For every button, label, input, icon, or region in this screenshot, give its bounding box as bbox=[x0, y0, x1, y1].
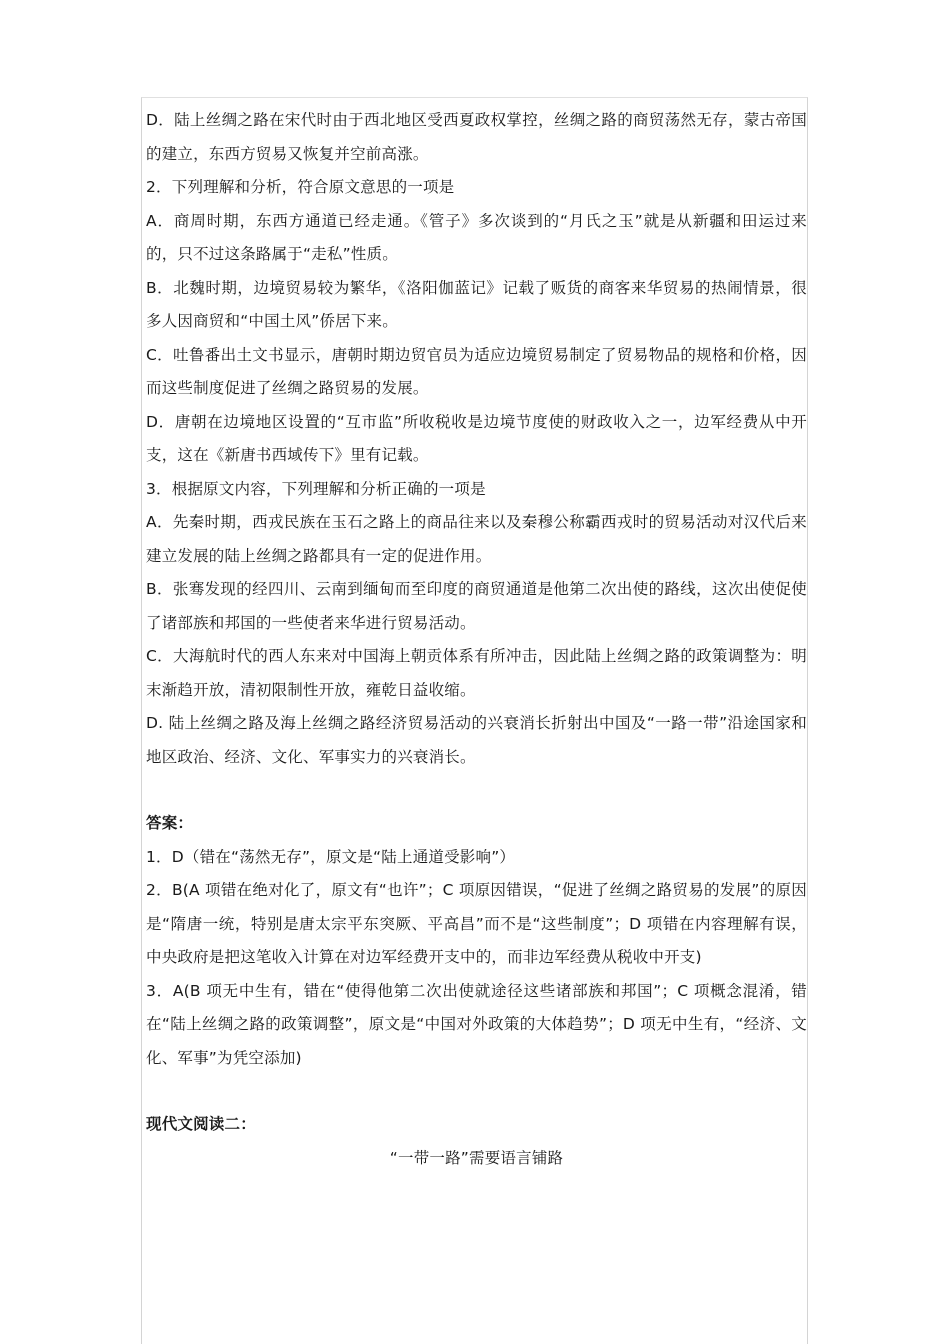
spacer bbox=[146, 774, 807, 807]
q1-option-d: D．陆上丝绸之路在宋代时由于西北地区受西夏政权掌控，丝绸之路的商贸荡然无存，蒙古帝国的建立，东西方贸易又恢复并空前高涨。 bbox=[146, 111, 807, 163]
answer-1: 1．D（错在“荡然无存”，原文是“陆上通道受影响”） bbox=[146, 847, 516, 866]
document-body bbox=[146, 104, 807, 1175]
q2-option-b: B．北魏时期，边境贸易较为繁华，《洛阳伽蓝记》记载了贩货的商客来华贸易的热闹情景，很多人因商贸和“中国土风”侨居下来。 bbox=[146, 278, 807, 330]
q3-stem: 3．根据原文内容，下列理解和分析正确的一项是 bbox=[146, 479, 486, 498]
q2-option-a: A．商周时期，东西方通道已经走通。《管子》多次谈到的“月氏之玉”就是从新疆和田运过来的，只不过这条路属于“走私”性质。 bbox=[146, 211, 807, 263]
q2-option-c: C．吐鲁番出土文书显示，唐朝时期边贸官员为适应边境贸易制定了贸易物品的规格和价格，因而这些制度促进了丝绸之路贸易的发展。 bbox=[146, 345, 807, 397]
answers-heading: 答案： bbox=[146, 814, 194, 832]
q2-option-d: D．唐朝在边境地区设置的“互市监”所收税收是边境节度使的财政收入之一，边军经费从中开支，这在《新唐书西域传下》里有记载。 bbox=[146, 412, 807, 464]
q3-option-a: A．先秦时期，西戎民族在玉石之路上的商品往来以及秦穆公称霸西戎时的贸易活动对汉代后来建立发展的陆上丝绸之路都具有一定的促进作用。 bbox=[146, 513, 807, 565]
q3-option-c: C．大海航时代的西人东来对中国海上朝贡体系有所冲击，因此陆上丝绸之路的政策调整为：明末渐趋开放，清初限制性开放，雍乾日益收缩。 bbox=[146, 647, 807, 699]
q3-option-b: B．张骞发现的经四川、云南到缅甸而至印度的商贸通道是他第二次出使的路线，这次出使促使了诸部族和邦国的一些使者来华进行贸易活动。 bbox=[146, 580, 807, 632]
spacer bbox=[146, 1075, 807, 1108]
answer-2: 2．B(A 项错在绝对化了，原文有“也许”；C 项原因错误，“促进了丝绸之路贸易的发展”的原因是“隋唐一统，特别是唐太宗平东突厥、平高昌”而不是“这些制度”；D 项错在内容理解有误，中央政府是把这笔收入计算在对边军经费开支中的，而非边军经费从税收中开支) bbox=[146, 881, 807, 966]
q2-stem: 2．下列理解和分析，符合原文意思的一项是 bbox=[146, 178, 455, 196]
article-title: “一带一路”需要语言铺路 bbox=[389, 1148, 564, 1167]
q3-option-d: D. 陆上丝绸之路及海上丝绸之路经济贸易活动的兴衰消长折射出中国及“一路一带”沿途国家和地区政治、经济、文化、军事实力的兴衰消长。 bbox=[146, 714, 807, 766]
answer-3: 3．A(B 项无中生有，错在“使得他第二次出使就途径这些诸部族和邦国”；C 项概念混淆，错在“陆上丝绸之路的政策调整”，原文是“中国对外政策的大体趋势”；D 项无中生有，“经济、文化、军事”为凭空添加) bbox=[146, 981, 807, 1067]
section-heading: 现代文阅读二： bbox=[146, 1115, 256, 1133]
